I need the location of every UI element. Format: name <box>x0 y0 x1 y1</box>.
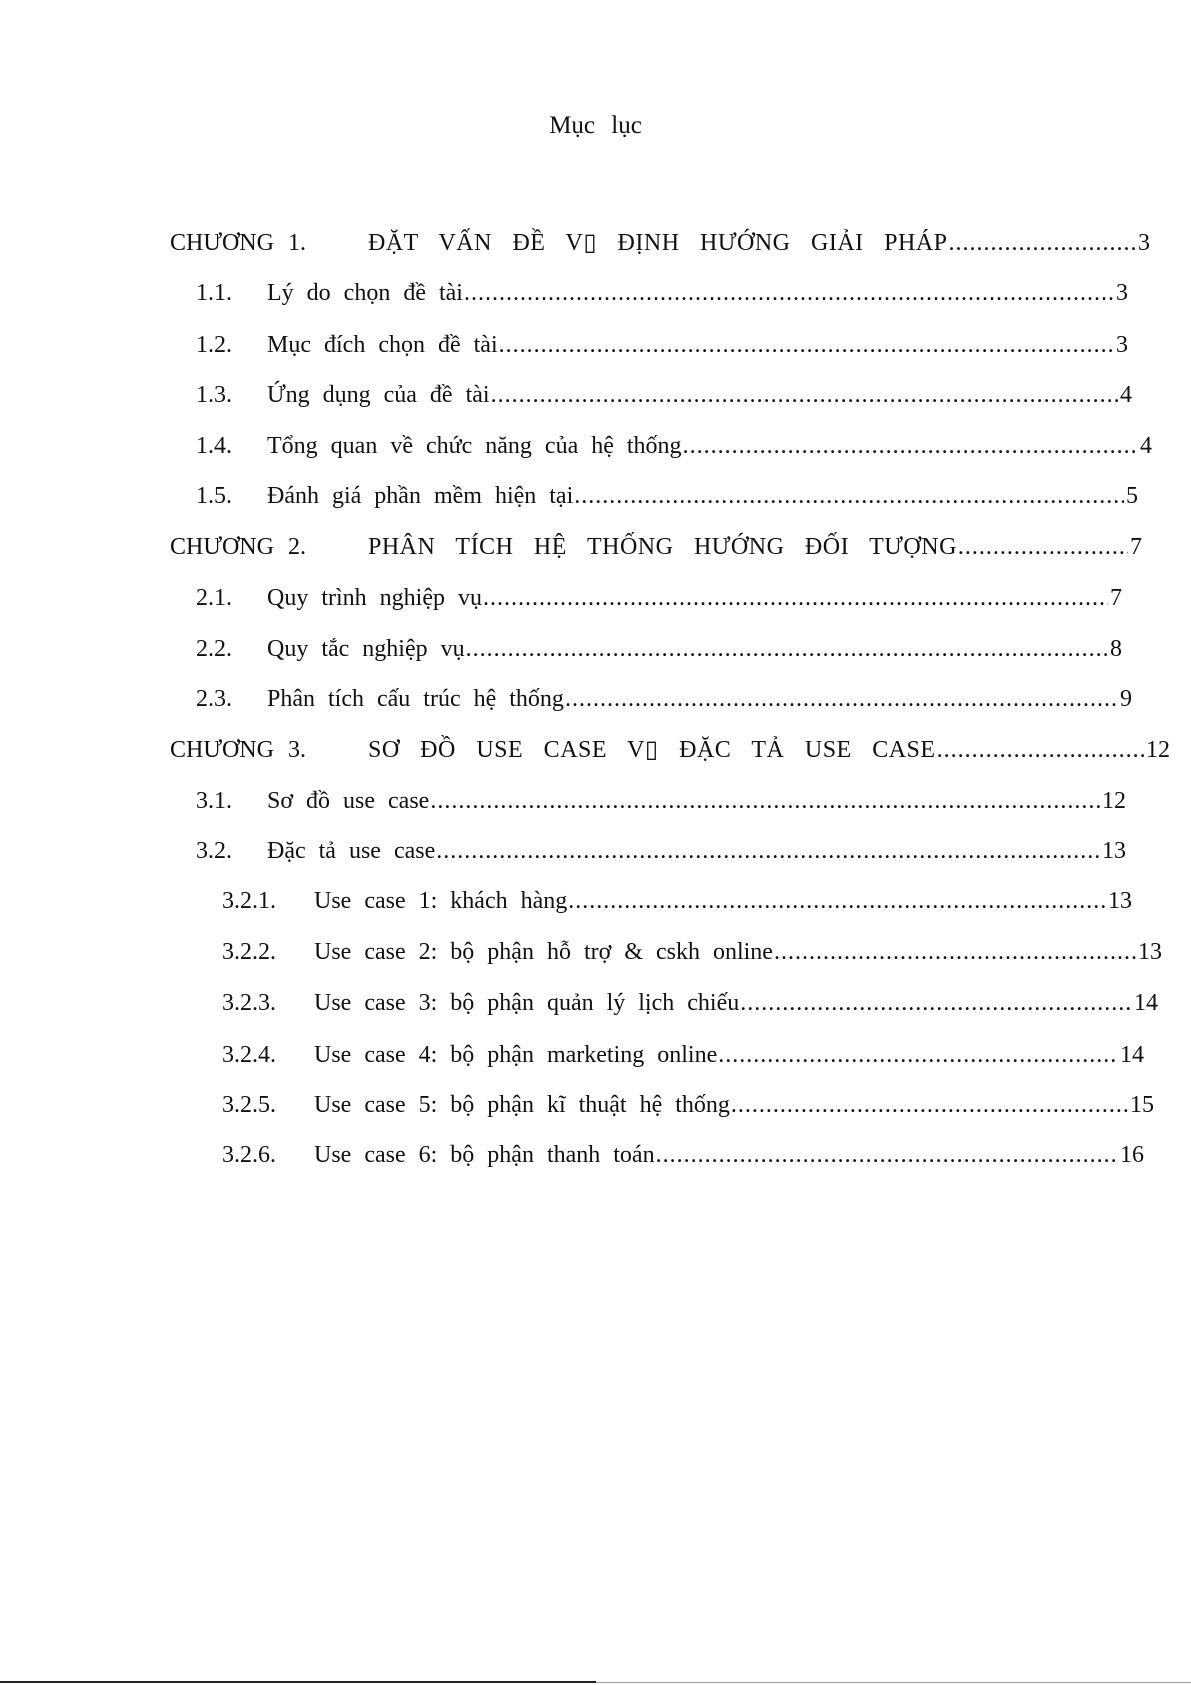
toc-leader-dots <box>937 735 1144 765</box>
toc-page-number: 5 <box>1126 483 1138 509</box>
toc-page-number: 3 <box>1116 280 1128 306</box>
toc-number: 3.2. <box>196 838 232 864</box>
toc-number: 2.3. <box>196 686 232 712</box>
toc-subsection-3-2-5[interactable] <box>222 1090 1154 1120</box>
toc-number: 3.2.5. <box>222 1092 276 1118</box>
toc-title: Phân tích cấu trúc hệ thống <box>267 686 564 712</box>
toc-page-number: 14 <box>1120 1042 1144 1068</box>
toc-number: 3.2.2. <box>222 939 276 965</box>
toc-page-number: 4 <box>1120 382 1132 408</box>
toc-title: Đánh giá phần mềm hiện tại <box>267 483 574 509</box>
toc-page-number: 3 <box>1138 230 1150 256</box>
toc-title: Use case 4: bộ phận marketing online <box>314 1042 718 1068</box>
toc-number: 1.4. <box>196 433 232 459</box>
toc-leader-dots <box>683 431 1138 461</box>
toc-leader-dots <box>656 1140 1118 1170</box>
toc-title: Tổng quan về chức năng của hệ thống <box>267 433 682 459</box>
toc-section-3-1[interactable] <box>196 786 1126 816</box>
toc-page-number: 7 <box>1130 534 1142 560</box>
toc-number: 1.2. <box>196 332 232 358</box>
toc-title: Quy tắc nghiệp vụ <box>267 636 465 662</box>
toc-number: 1.5. <box>196 483 232 509</box>
toc-title: Use case 2: bộ phận hỗ trợ & cskh online <box>314 939 773 965</box>
toc-page-number: 7 <box>1110 585 1122 611</box>
toc-page-number: 13 <box>1102 838 1126 864</box>
toc-title: Ứng dụng của đề tài <box>267 382 490 408</box>
toc-page-number: 16 <box>1120 1142 1144 1168</box>
toc-title: Quy trình nghiệp vụ <box>267 585 482 611</box>
toc-section-1-1[interactable] <box>196 278 1128 308</box>
toc-leader-dots <box>949 228 1137 258</box>
toc-section-1-3[interactable] <box>196 380 1132 410</box>
page-bottom-rule <box>0 1681 596 1683</box>
toc-leader-dots <box>565 684 1118 714</box>
toc-leader-dots <box>568 886 1106 916</box>
toc-leader-dots <box>740 988 1132 1018</box>
toc-title: Đặc tả use case <box>267 838 436 864</box>
toc-title: Use case 5: bộ phận kĩ thuật hệ thống <box>314 1092 730 1118</box>
toc-number: 3.2.4. <box>222 1042 276 1068</box>
toc-number: CHƯƠNG 3. <box>170 737 306 763</box>
toc-leader-dots <box>958 532 1128 562</box>
toc-number: 1.1. <box>196 280 232 306</box>
toc-page-number: 12 <box>1146 737 1170 763</box>
page-title: Mục lục <box>549 112 642 139</box>
toc-leader-dots <box>436 836 1100 866</box>
toc-number: CHƯƠNG 2. <box>170 534 306 560</box>
toc-section-2-3[interactable] <box>196 684 1132 714</box>
toc-page-number: 13 <box>1138 939 1162 965</box>
toc-leader-dots <box>483 583 1108 613</box>
toc-subsection-3-2-3[interactable] <box>222 988 1158 1018</box>
toc-section-2-2[interactable] <box>196 634 1122 664</box>
toc-leader-dots <box>466 634 1108 664</box>
toc-title: Use case 1: khách hàng <box>314 888 568 914</box>
toc-title: Mục đích chọn đề tài <box>267 332 498 358</box>
toc-title: PHÂN TÍCH HỆ THỐNG HƯỚNG ĐỐI TƯỢNG <box>368 534 957 560</box>
toc-leader-dots <box>491 380 1118 410</box>
toc-leader-dots <box>574 481 1124 511</box>
toc-page-number: 12 <box>1102 788 1126 814</box>
toc-number: 1.3. <box>196 382 232 408</box>
toc-number: 2.1. <box>196 585 232 611</box>
toc-leader-dots <box>430 786 1100 816</box>
toc-title: Use case 3: bộ phận quản lý lịch chiếu <box>314 990 740 1016</box>
toc-subsection-3-2-4[interactable] <box>222 1040 1144 1070</box>
toc-leader-dots <box>731 1090 1128 1120</box>
toc-page-number: 4 <box>1140 433 1152 459</box>
toc-number: 3.1. <box>196 788 232 814</box>
toc-leader-dots <box>718 1040 1118 1070</box>
toc-title: SƠ ĐỒ USE CASE V▯ ĐẶC TẢ USE CASE <box>368 737 936 763</box>
toc-subsection-3-2-6[interactable] <box>222 1140 1144 1170</box>
toc-page-number: 15 <box>1130 1092 1154 1118</box>
toc-section-1-5[interactable] <box>196 481 1138 511</box>
toc-subsection-3-2-1[interactable] <box>222 886 1132 916</box>
toc-number: 3.2.3. <box>222 990 276 1016</box>
toc-leader-dots <box>499 330 1114 360</box>
toc-leader-dots <box>464 278 1114 308</box>
toc-section-2-1[interactable] <box>196 583 1122 613</box>
toc-number: 2.2. <box>196 636 232 662</box>
toc-leader-dots <box>774 937 1136 967</box>
toc-title: Lý do chọn đề tài <box>267 280 463 306</box>
toc-number: CHƯƠNG 1. <box>170 230 306 256</box>
toc-page-number: 9 <box>1120 686 1132 712</box>
toc-section-1-2[interactable] <box>196 330 1128 360</box>
toc-page-number: 8 <box>1110 636 1122 662</box>
toc-page-number: 13 <box>1108 888 1132 914</box>
toc-section-1-4[interactable] <box>196 431 1152 461</box>
toc-chapter-2[interactable] <box>170 532 1142 562</box>
toc-page-number: 3 <box>1116 332 1128 358</box>
page-bottom-rule-faint <box>596 1682 1191 1683</box>
toc-number: 3.2.6. <box>222 1142 276 1168</box>
toc-section-3-2[interactable] <box>196 836 1126 866</box>
toc-subsection-3-2-2[interactable] <box>222 937 1162 967</box>
toc-title: Use case 6: bộ phận thanh toán <box>314 1142 655 1168</box>
toc-title: Sơ đồ use case <box>267 788 430 814</box>
toc-title: ĐẶT VẤN ĐỀ V▯ ĐỊNH HƯỚNG GIẢI PHÁP <box>368 230 948 256</box>
toc-page-number: 14 <box>1134 990 1158 1016</box>
toc-chapter-3[interactable] <box>170 735 1170 765</box>
toc-number: 3.2.1. <box>222 888 276 914</box>
toc-chapter-1[interactable] <box>170 228 1150 258</box>
